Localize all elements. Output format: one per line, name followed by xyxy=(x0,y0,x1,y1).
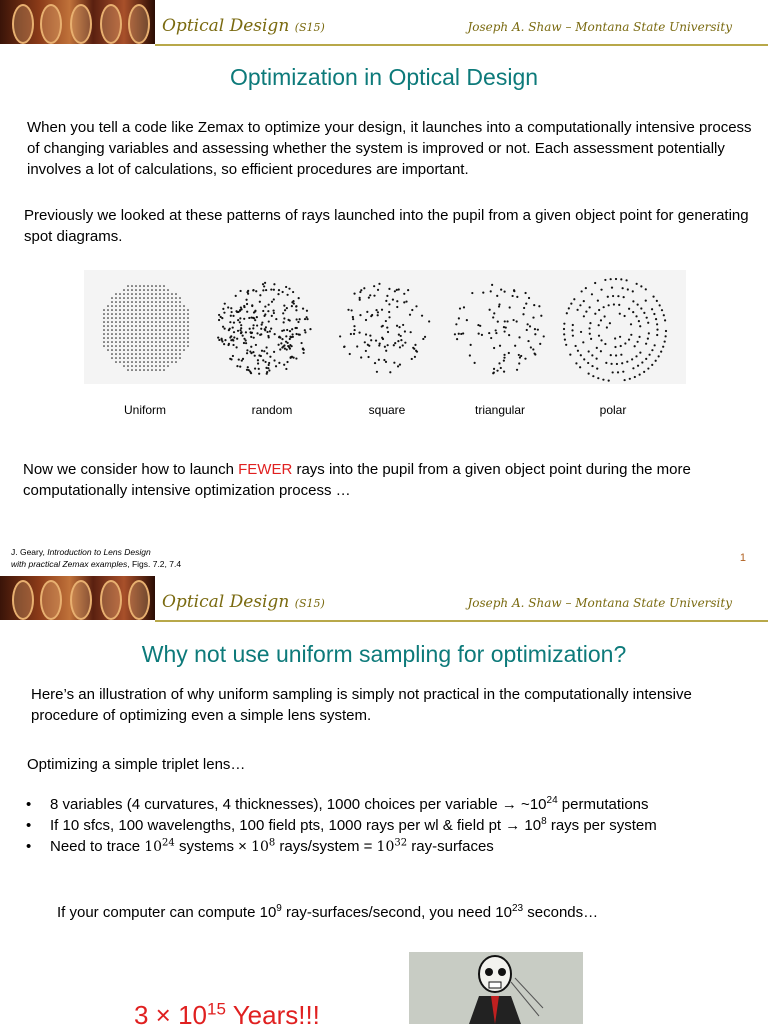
uniform-pattern xyxy=(96,278,196,378)
compute-paragraph: If your computer can compute $10^9$ ray-surfaces/second, you need $10^{23}$ seconds… xyxy=(57,903,599,921)
skeleton-cartoon-image xyxy=(409,952,583,1024)
square-pattern xyxy=(334,278,434,378)
label-uniform: Uniform xyxy=(123,403,166,417)
page-number: 1 xyxy=(739,552,746,564)
slide-2 xyxy=(0,576,768,1024)
header-rule xyxy=(155,620,768,622)
random-pattern xyxy=(214,278,314,378)
header-lens-image xyxy=(0,0,155,44)
reference: J. Geary, Introduction to Lens Design with practical Zemax examples, Figs. 7.2, 7.4 xyxy=(11,547,182,569)
intro-paragraph: When you tell a code like Zemax to optimize your design, it launches into a computationally intensive process of changing variables and assessing whether the system is improved or not. Each assessment potentially involves a lot of calculations, so efficient procedures are important. xyxy=(27,119,752,178)
slide-title: Optimization in Optical Design xyxy=(229,64,539,90)
author: Joseph A. Shaw – Montana State University xyxy=(467,596,732,610)
patterns-paragraph: Previously we looked at these patterns of rays launched into the pupil from a given object point for generating spot diagrams. xyxy=(24,207,749,245)
ray-pattern-figure xyxy=(84,270,686,384)
label-triangular: triangular xyxy=(474,403,526,417)
list-item: • 8 variables (4 curvatures, 4 thicknesses), 1000 choices per variable → $\sim 10^{24}$ permutations xyxy=(26,794,657,815)
header-lens-image xyxy=(0,576,155,620)
calculation-list xyxy=(26,794,657,858)
polar-pattern xyxy=(560,278,670,388)
triangular-pattern xyxy=(450,278,550,378)
label-square: square xyxy=(368,403,406,417)
course-title: Optical Design (S15) xyxy=(162,16,325,36)
triplet-paragraph: Optimizing a simple triplet lens… xyxy=(27,756,246,773)
author: Joseph A. Shaw – Montana State University xyxy=(467,20,732,34)
years-callout: $3 \times 10^{15}$ Years!!! xyxy=(134,999,320,1030)
list-item: • If 10 sfcs, 100 wavelengths, 100 field pts, 1000 rays per wl & field pt → $10^8$ rays per system xyxy=(26,815,657,836)
label-polar: polar xyxy=(599,403,627,417)
illustration-paragraph: Here’s an illustration of why uniform sampling is simply not practical in the computationally intensive procedure of optimizing even a simple lens system. xyxy=(31,686,692,724)
fewer-paragraph: Now we consider how to launch FEWER rays into the pupil from a given object point during the more computationally intensive optimization process … xyxy=(23,461,691,499)
course-title: Optical Design (S15) xyxy=(162,592,325,612)
list-item: • Need to trace $10^{24}$ systems × $10^8$ rays/system = $10^{32}$ ray-surfaces xyxy=(26,836,657,858)
slide-title: Why not use uniform sampling for optimization? xyxy=(141,641,627,667)
header-rule xyxy=(155,44,768,46)
label-random: random xyxy=(251,403,293,417)
